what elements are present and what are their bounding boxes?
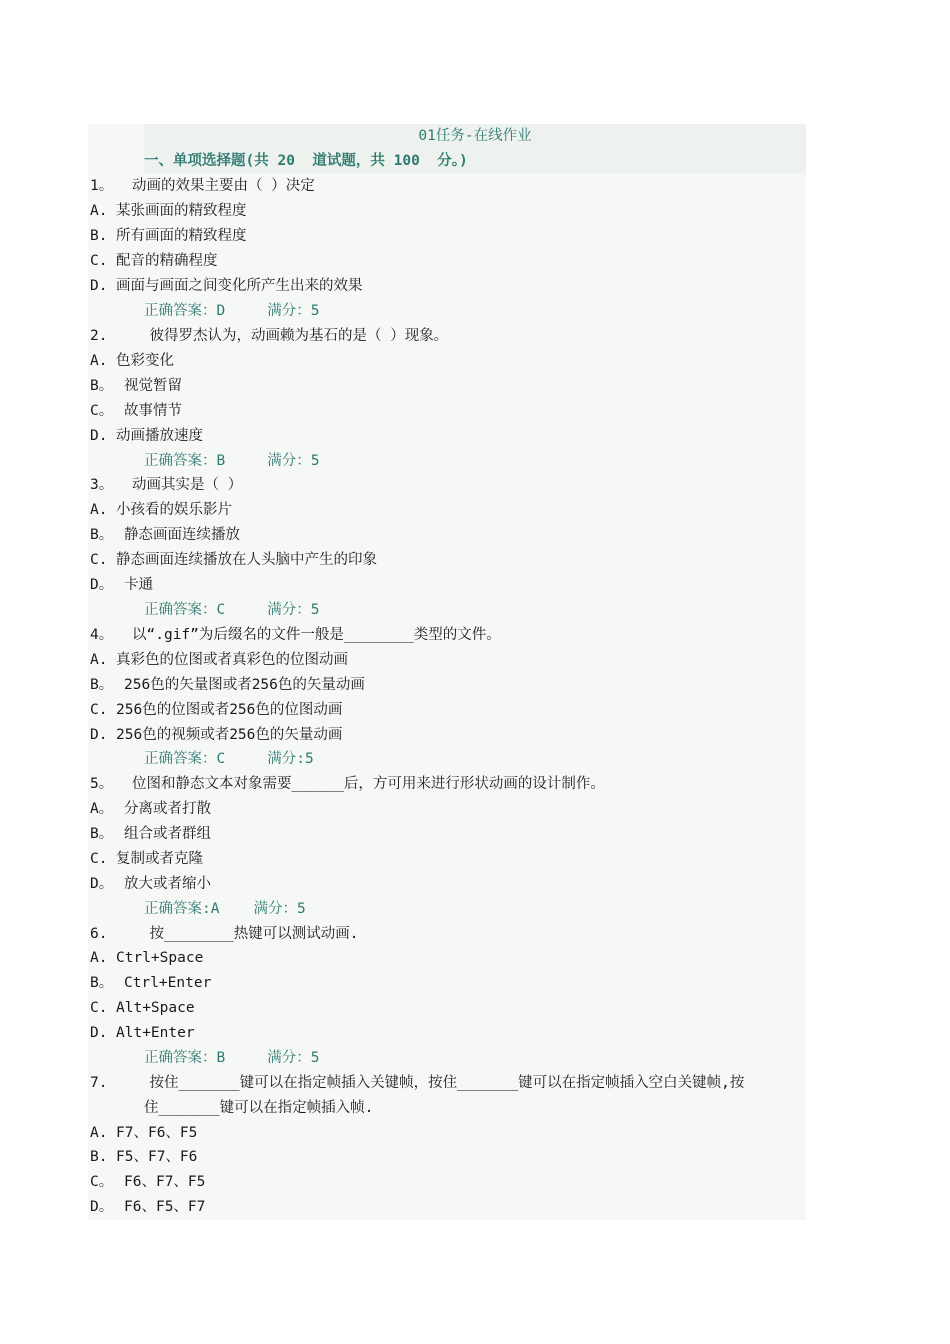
question-text: 位图和静态文本对象需要______后，方可用来进行形状动画的设计制作。: [132, 776, 605, 792]
option: A. 真彩色的位图或者真彩色的位图动画: [90, 652, 348, 668]
option: B。 256色的矢量图或者256色的矢量动画: [90, 677, 365, 693]
full-score: 满分：5: [253, 901, 306, 917]
option: C. 配音的精确程度: [90, 253, 218, 269]
question-number: 6.: [90, 926, 108, 942]
question-text-continued: 住_______键可以在指定帧插入帧.: [144, 1100, 374, 1116]
option: C. 静态画面连续播放在人头脑中产生的印象: [90, 552, 377, 568]
question-number: 2.: [90, 328, 108, 344]
answer-line: [144, 897, 306, 922]
question-number: 7.: [90, 1075, 108, 1091]
option: B. 所有画面的精致程度: [90, 228, 247, 244]
question-2: [90, 324, 448, 349]
full-score: 满分：5: [267, 453, 320, 469]
full-score: 满分:5: [267, 751, 314, 767]
option: C. 复制或者克隆: [90, 851, 203, 867]
option: B。 组合或者群组: [90, 826, 211, 842]
question-text: 动画的效果主要由（ ）决定: [132, 178, 315, 194]
page-title: 01任务-在线作业: [418, 128, 532, 144]
option: D. 画面与画面之间变化所产生出来的效果: [90, 278, 363, 294]
question-3: [90, 473, 242, 498]
question-number: 4。: [90, 627, 114, 643]
question-5: [90, 772, 605, 797]
correct-answer: 正确答案：C: [144, 602, 226, 618]
section-heading: 一、单项选择题(共 20 道试题，共 100 分。): [144, 153, 468, 169]
option: B。 视觉暂留: [90, 378, 182, 394]
answer-line: [144, 449, 319, 474]
correct-answer: 正确答案：C: [144, 751, 226, 767]
option: C. 256色的位图或者256色的位图动画: [90, 702, 343, 718]
question-text: 按________热键可以测试动画.: [132, 926, 359, 942]
question-text: 动画其实是（ ）: [132, 477, 243, 493]
correct-answer: 正确答案：B: [144, 453, 226, 469]
option: B。 静态画面连续播放: [90, 527, 240, 543]
question-number: 5。: [90, 776, 114, 792]
option: A。 分离或者打散: [90, 801, 211, 817]
option: D。 放大或者缩小: [90, 876, 211, 892]
option: A. 色彩变化: [90, 353, 174, 369]
option: B。 Ctrl+Enter: [90, 975, 212, 991]
option: A. 小孩看的娱乐影片: [90, 502, 232, 518]
question-number: 3。: [90, 477, 114, 493]
question-4: [90, 623, 501, 648]
correct-answer: 正确答案：B: [144, 1050, 226, 1066]
option: D。 F6、F5、F7: [90, 1199, 206, 1215]
option: C。 F6、F7、F5: [90, 1174, 206, 1190]
question-6: [90, 922, 359, 947]
question-text: 以“.gif”为后缀名的文件一般是________类型的文件。: [132, 627, 501, 643]
correct-answer: 正确答案:A: [144, 901, 220, 917]
option: D. 256色的视频或者256色的矢量动画: [90, 727, 343, 743]
option: D. 动画播放速度: [90, 428, 203, 444]
question-7: [90, 1071, 744, 1096]
correct-answer: 正确答案：D: [144, 303, 226, 319]
full-score: 满分：5: [267, 1050, 320, 1066]
option: A. Ctrl+Space: [90, 950, 204, 966]
question-number: 1。: [90, 178, 114, 194]
option: C. Alt+Space: [90, 1000, 195, 1016]
option: A. 某张画面的精致程度: [90, 203, 247, 219]
option: C。 故事情节: [90, 403, 182, 419]
full-score: 满分：5: [267, 303, 320, 319]
option: D。 卡通: [90, 577, 153, 593]
option: B. F5、F7、F6: [90, 1149, 198, 1165]
full-score: 满分：5: [267, 602, 320, 618]
question-text: 按住_______键可以在指定帧插入关键帧，按住_______键可以在指定帧插入空白关键帧,按: [132, 1075, 745, 1091]
question-1: [90, 174, 315, 199]
answer-line: [144, 299, 319, 324]
option: A. F7、F6、F5: [90, 1125, 198, 1141]
answer-line: [144, 1046, 319, 1071]
option: D. Alt+Enter: [90, 1025, 195, 1041]
answer-line: [144, 747, 314, 772]
answer-line: [144, 598, 319, 623]
question-text: 彼得罗杰认为，动画赖为基石的是（ ）现象。: [132, 328, 449, 344]
